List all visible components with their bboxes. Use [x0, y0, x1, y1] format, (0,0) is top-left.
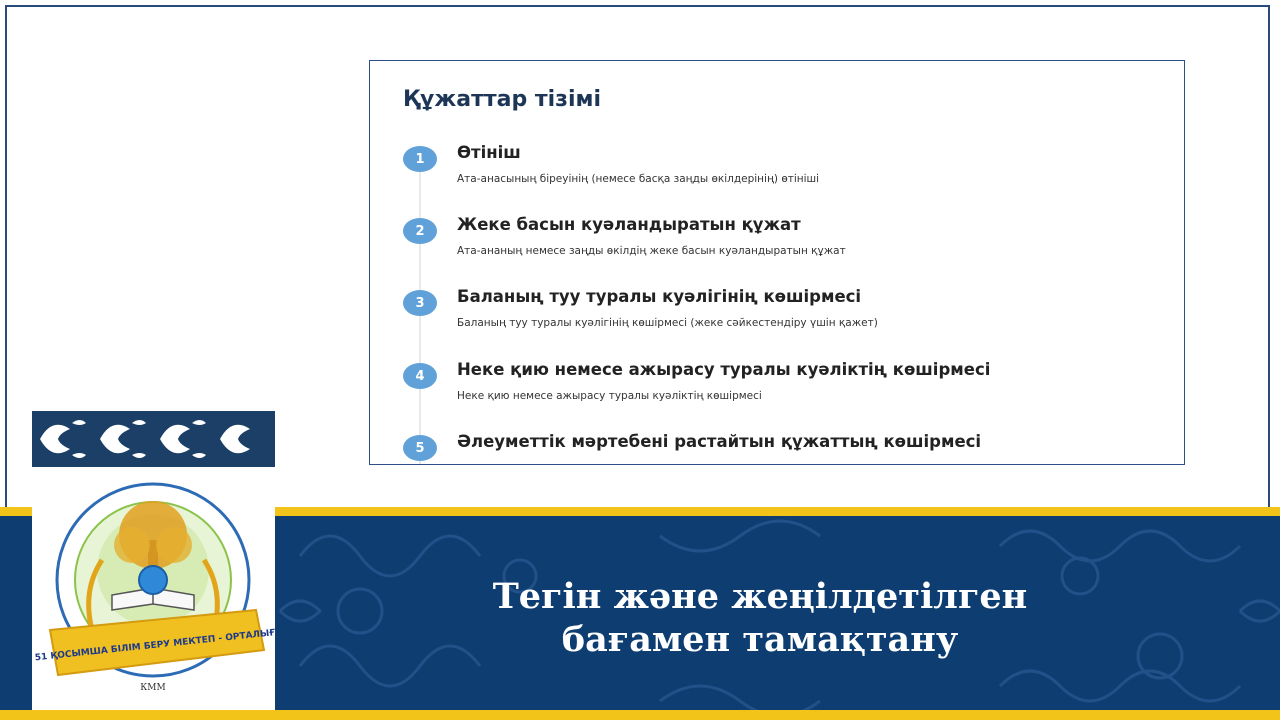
step-title: Әлеуметтік мәртебені растайтын құжаттың көшірмесі	[457, 432, 982, 451]
school-emblem-icon	[32, 480, 275, 710]
step-description: Ата-ананың немесе заңды өкілдің жеке басын куәландыратын құжат	[457, 245, 846, 257]
step-number-badge: 1	[403, 146, 437, 172]
kazakh-ornament-icon	[32, 411, 275, 467]
ornament	[32, 411, 275, 467]
step-number-badge: 5	[403, 435, 437, 461]
step-title: Өтініш	[457, 143, 521, 162]
svg-text:КММ: КММ	[140, 683, 166, 693]
step-title: Баланың туу туралы куәлігінің көшірмесі	[457, 287, 862, 306]
step-title: Неке қию немесе ажырасу туралы куәліктің көшірмесі	[457, 360, 991, 379]
banner-title-line-2: бағамен тамақтану	[561, 619, 959, 660]
document-list-title: Құжаттар тізімі	[403, 87, 602, 112]
step-number-badge: 4	[403, 363, 437, 389]
school-logo	[32, 480, 275, 710]
step-description: Ата-анасының біреуінің (немесе басқа заңды өкілдерінің) өтініші	[457, 173, 820, 185]
step-title: Жеке басын куәландыратын құжат	[457, 215, 801, 234]
step-number-badge: 2	[403, 218, 437, 244]
document-list-card	[369, 60, 1185, 465]
step-number-badge: 3	[403, 290, 437, 316]
step-description: Неке қию немесе ажырасу туралы куәліктің көшірмесі	[457, 390, 762, 402]
step-description: Баланың туу туралы куәлігінің көшірмесі (жеке сәйкестендіру үшін қажет)	[457, 317, 878, 329]
banner-title-line-1: Тегін және жеңілдетілген	[492, 576, 1028, 617]
svg-text:№ 51 ҚОСЫМША БІЛІМ БЕРУ МЕКТЕП: № 51 ҚОСЫМША БІЛІМ БЕРУ МЕКТЕП - ОРТАЛЫҒЫ	[32, 627, 275, 665]
banner-title	[400, 575, 1120, 661]
banner-gold-stripe-bottom	[0, 710, 1280, 720]
